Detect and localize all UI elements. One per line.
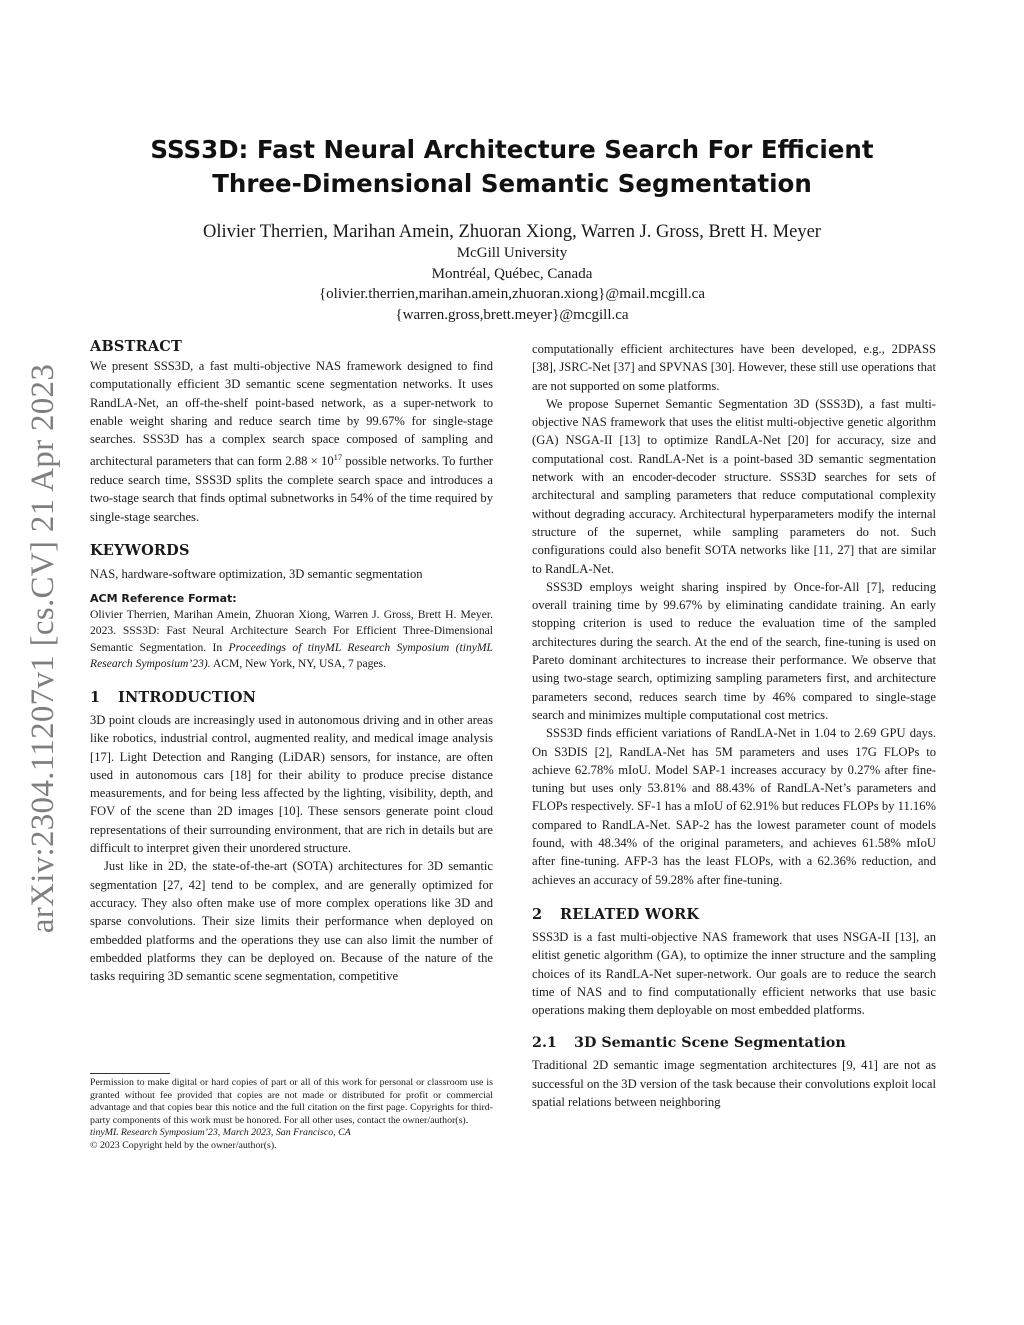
related-work-title: RELATED WORK — [560, 905, 700, 923]
right-column — [532, 340, 936, 1111]
introduction-title: INTRODUCTION — [118, 688, 257, 706]
abstract-text-part-1: We present SSS3D, a fast multi-objective NAS framework designed to find computationally efficient 3D semantic scene segmentation networks. It uses RandLA-Net, an off-the-shelf point-based network, as a super-network to enable weight sharing and reduce search time by 99.67% for single-stage searches. SSS3D has a complex search space composed of sampling and architectural parameters that can form 2.88 × 10 — [90, 359, 493, 469]
introduction-paragraph-1: 3D point clouds are increasingly used in autonomous driving and in other areas like robotics, industrial control, augmented reality, and medical image analysis [17]. Light Detection and Ranging (LiDAR) sensors, for instance, are often used in autonomous cars [18] for their ability to produce precise distance measurements, and for being less affected by the lighting, visibility, depth, and FOV of the scene than 2D images [10]. These sensors generate point cloud representations of their surrounding environment, that are rich in details but are difficult to interpret given their unordered structure. — [90, 712, 493, 856]
introduction-number: 1 — [90, 688, 101, 706]
abstract-text-part-2: possible networks. To further reduce search time, SSS3D splits the complete search space and introduces a two-stage search that finds optimal subnetworks in 54% of the time required by single-stage searches. — [90, 454, 493, 524]
introduction-heading — [90, 688, 493, 708]
footnote-rule — [90, 1073, 170, 1074]
right-paragraph-2: We propose Supernet Semantic Segmentation 3D (SSS3D), a fast multi-objective NAS framework that uses the elitist multi-objective genetic algorithm (GA) NSGA-II [13] to optimize RandLA-Net [20] for accuracy, size and computational cost. RandLA-Net is a point-based 3D semantic segmentation network with an encoder-decoder structure. SSS3D searches for sets of architectural and sampling parameters that reduce computational complexity without degrading accuracy. Architectural hyperparameters modify the internal structure of the supernet, while sampling parameters do not. Such configurations could also benefit SOTA networks like [11, 27] that are similar to RandLA-Net. — [532, 396, 936, 576]
subsection-title: 3D Semantic Scene Segmentation — [574, 1035, 846, 1052]
left-column — [90, 337, 493, 985]
copyright-footnote — [90, 1077, 493, 1153]
copyright-notice: © 2023 Copyright held by the owner/author(s). — [90, 1139, 277, 1151]
right-paragraph-3: SSS3D employs weight sharing inspired by Once-for-All [7], reducing overall training time by 99.67% by eliminating candidate training. An early stopping criterion is used to reduce the evaluation time of the sampled architectures during the search. At the end of the search, fine-tuning is used on Pareto dominant architectures to increase their performance. We observe that using two-stage search, optimizing sampling parameters first, and architecture parameters second, reduces search time by 46% compared to single-stage search and minimizes multiple computational cost metrics. — [532, 579, 936, 722]
related-work-number: 2 — [532, 905, 543, 923]
related-work-heading — [532, 905, 936, 925]
author-emails-1: {olivier.therrien,marihan.amein,zhuoran.xiong}@mail.mcgill.ca — [318, 286, 705, 302]
arxiv-identifier-text: arXiv:2304.11207v1 [cs.CV] 21 Apr 2023 — [25, 363, 62, 933]
introduction-paragraph-2: Just like in 2D, the state-of-the-art (SOTA) architectures for 3D semantic segmentation [27, 42] tend to be complex, and are generally optimized for accuracy. They also often make use of more complex operations like 3D and sparse convolutions. Their size limits their performance when deployed on embedded platforms and the operations they use can also limit the number of embedded platforms they can be deployed on. Because of the nature of the tasks requiring 3D semantic scene segmentation, competitive — [90, 859, 493, 984]
author-list: Olivier Therrien, Marihan Amein, Zhuoran Xiong, Warren J. Gross, Brett H. Meyer — [203, 222, 821, 242]
subsection-heading — [532, 1033, 936, 1053]
keywords-text: NAS, hardware-software optimization, 3D semantic segmentation — [90, 566, 423, 581]
related-work-paragraph: SSS3D is a fast multi-objective NAS framework that uses NSGA-II [13], an elitist genetic algorithm (GA), to optimize the inner structure and the sampling choices of its RandLA-Net super-network. Our goals are to reduce the search time of NAS and to find computationally efficient networks that use basic operations making them deployable on most embedded platforms. — [532, 929, 936, 1018]
acm-reference-part-1: Olivier Therrien, Marihan Amein, Zhuoran Xiong, Warren J. Gross, Brett H. Meyer. 2023. SSS3D: Fast Neural Architecture Search For Efficient Three-Dimensional Semantic Segmentation. In — [90, 608, 493, 654]
right-paragraph-1: computationally efficient architectures have been developed, e.g., 2DPASS [38], JSRC-Net [37] and SPVNAS [30]. However, these still use operations that are not supported on some platforms. — [532, 342, 936, 393]
title-line-2: Three-Dimensional Semantic Segmentation — [212, 169, 812, 198]
abstract-exponent: 17 — [333, 452, 343, 463]
affiliation-university: McGill University — [456, 245, 568, 261]
acm-reference-text — [90, 607, 493, 672]
keywords-heading: KEYWORDS — [90, 541, 190, 559]
permission-notice: Permission to make digital or hard copies of part or all of this work for personal or classroom use is granted without fee provided that copies are not made or distributed for profit or commercial advantage and that copies bear this notice and the full citation on the first page. Copyrights for third-party components of this work must be honored. For all other uses, contact the owner/author(s). — [90, 1077, 493, 1126]
acm-reference-proceedings: Proceedings of tinyML Research Symposium (tinyML Research Symposium’23). — [90, 640, 493, 670]
abstract-heading: ABSTRACT — [90, 338, 182, 355]
paper-title — [0, 133, 1024, 201]
acm-reference-label: ACM Reference Format: — [90, 592, 237, 606]
subsection-paragraph: Traditional 2D semantic image segmentation architectures [9, 41] are not as successful on the 3D version of the task because their convolutions exploit local spatial relations between neighboring — [532, 1058, 936, 1109]
abstract-text — [90, 357, 493, 526]
arxiv-identifier-stamp — [22, 351, 66, 945]
right-paragraph-4: SSS3D finds efficient variations of RandLA-Net in 1.04 to 2.69 GPU days. On S3DIS [2], RandLA-Net has 5M parameters and uses 17G FLOPs to achieve 62.78% mIoU. Model SAP-1 increases accuracy by 0.27% after fine-tuning but uses only 53.81% and 88.43% of RandLA-Net’s parameters and FLOPs respectively. SF-1 has a mIoU of 62.91% but reduces FLOPs by 11.16% compared to RandLA-Net. SAP-2 has the lowest parameter count of models found, with 48.34% of the original parameters, and achieves 61.58% mIoU after fine-tuning. AFP-3 has the least FLOPs, with a 62.36% reduction, and achieves an accuracy of 59.28% after fine-tuning. — [532, 726, 936, 887]
affiliation-location: Montréal, Québec, Canada — [431, 265, 593, 282]
title-line-1: SSS3D: Fast Neural Architecture Search For Efficient — [150, 135, 874, 164]
affiliation-block — [0, 243, 1024, 325]
author-emails-2: {warren.gross,brett.meyer}@mcgill.ca — [395, 306, 629, 323]
venue-notice: tinyML Research Symposium’23, March 2023, San Francisco, CA — [90, 1127, 351, 1139]
subsection-number: 2.1 — [532, 1035, 557, 1052]
acm-reference-part-2: ACM, New York, NY, USA, 7 pages. — [210, 656, 386, 670]
